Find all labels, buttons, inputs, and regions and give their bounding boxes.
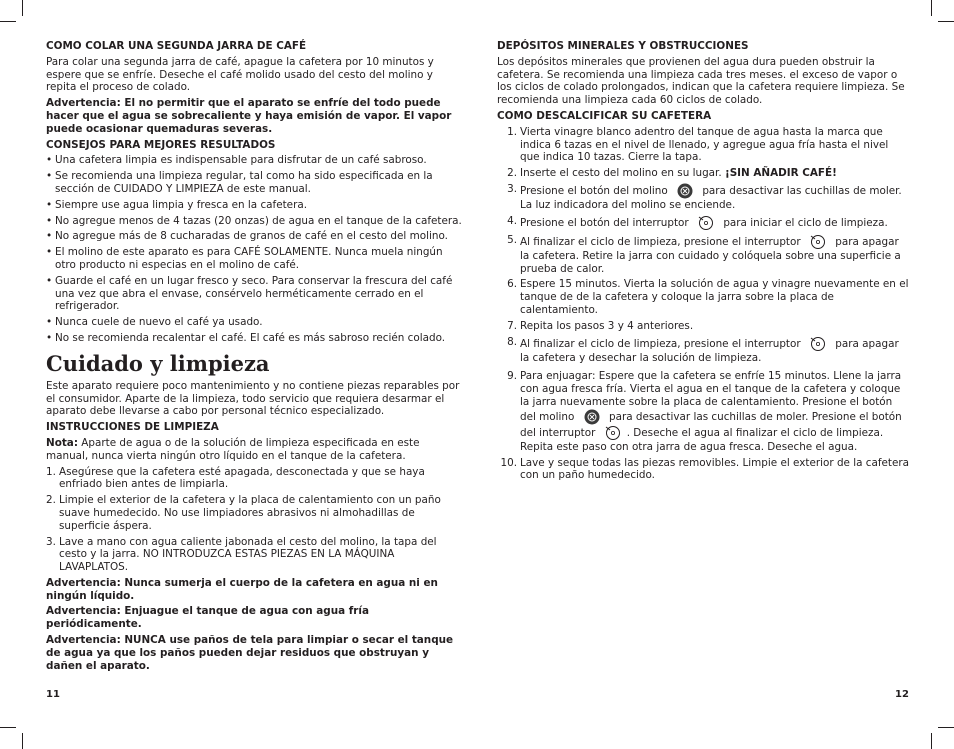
list-item: • No agregue menos de 4 tazas (20 onzas) de agua en el tanque de la cafetera.	[46, 214, 462, 227]
power-switch-icon	[807, 234, 829, 250]
list-item: 2. Limpie el exterior de la cafetera y la placa de calentamiento con un paño suave humedecido. No use limpiadores abrasivos ni almohadillas de superficie áspera.	[46, 494, 441, 532]
crop-mark-tl-h	[0, 21, 16, 22]
section-title: Cuidado y limpieza	[46, 350, 270, 376]
grinder-button-icon	[674, 183, 696, 199]
warning-cloth: Advertencia: NUNCA use paños de tela para limpiar o secar el tanque de agua ya que los paños pueden dejar residuos que obstruyan y dañen el aparato.	[46, 634, 454, 672]
crop-mark-tr-v	[931, 0, 932, 16]
crop-mark-tr-h	[938, 21, 954, 22]
list-item: 2. Inserte el cesto del molino en su lugar. ¡SIN AÑADIR CAFÉ!	[507, 167, 837, 180]
list-item: 7. Repita los pasos 3 y 4 anteriores.	[507, 319, 694, 332]
heading-descale: COMO DESCALCIFICAR SU CAFETERA	[497, 109, 712, 122]
list-item: 4. Presione el botón del interruptor para iniciar el ciclo de limpieza.	[507, 214, 888, 229]
left-page-column	[46, 40, 464, 675]
list-item: 6. Espere 15 minutos. Vierta la solución de agua y vinagre nuevamente en el tanque de de la cafetera y coloque la jarra sobre la placa de calentamiento.	[507, 278, 909, 316]
cleaning-steps	[46, 466, 464, 574]
list-item: 5. Al finalizar el ciclo de limpieza, presione el interruptor para apagar la cafetera. Retire la jarra con cuidado y colóquela sobre una superficie a prueba de calor.	[507, 233, 901, 275]
power-switch-icon	[807, 336, 829, 352]
list-item: • Se recomienda una limpieza regular, tal como ha sido especificada en la sección de CUIDADO Y LIMPIEZA de este manual.	[46, 170, 433, 195]
paragraph-mineral-deposits: Los depósitos minerales que provienen del agua dura pueden obstruir la cafetera. Se recomienda una limpieza cada tres meses. el exceso de vapor o los ciclos de colado prolongados, indican que la cafetera requiere limpieza. Se recomienda una limpieza cada 60 ciclos de colado.	[497, 55, 905, 107]
heading-tips: CONSEJOS PARA MEJORES RESULTADOS	[46, 138, 276, 151]
list-item: 3. Presione el botón del molino para desactivar las cuchillas de moler. La luz indicadora del molino se enciende.	[507, 182, 902, 211]
warning-submerge: Advertencia: Nunca sumerja el cuerpo de la cafetera en agua ni en ningún líquido.	[46, 576, 438, 602]
crop-mark-bl-h	[0, 727, 16, 728]
heading-second-pot: COMO COLAR UNA SEGUNDA JARRA DE CAFÉ	[46, 40, 307, 52]
tips-list	[46, 154, 464, 344]
crop-mark-br-v	[931, 733, 932, 749]
power-switch-icon	[602, 425, 624, 441]
list-item: • No se recomienda recalentar el café. El café es más sabroso recién colado.	[46, 331, 446, 344]
page-number-left: 11	[46, 689, 60, 700]
list-item: 9. Para enjuagar: Espere que la cafetera se enfríe 15 minutos. Llene la jarra con agua fresca fría. Vierta el agua en el tanque de la cafetera y coloque la jarra nuevamente sobre la placa de calentamiento. Presione el botón del molino para desactivar las cuchillas de moler. Presione el botón del interruptor . Deseche el agua al finalizar el ciclo de limpieza. Repita este paso con otra jarra de agua fresca. Deseche el agua.	[507, 370, 902, 453]
list-item: 3. Lave a mano con agua caliente jabonada el cesto del molino, la tapa del cesto y la jarra. NO INTRODUZCA ESTAS PIEZAS EN LA MÁQUINA LAVAPLATOS.	[46, 535, 437, 574]
list-item: • Nunca cuele de nuevo el café ya usado.	[46, 316, 263, 329]
note-paragraph	[46, 437, 464, 463]
warning-cooldown: Advertencia: El no permitir que el aparato se enfríe del todo puede hacer que el agua se sobrecaliente y haya emisión de vapor. El vapor puede ocasionar quemaduras severas.	[46, 97, 452, 135]
list-item: • El molino de este aparato es para CAFÉ SOLAMENTE. Nunca muela ningún otro producto ni especias en el molino de café.	[46, 246, 443, 271]
list-item: 8. Al finalizar el ciclo de limpieza, presione el interruptor para apagar la cafetera y desechar la solución de limpieza.	[507, 335, 899, 364]
warning-rinse: Advertencia: Enjuague el tanque de agua con agua fría periódicamente.	[46, 605, 369, 631]
note-label: Nota:	[46, 436, 78, 449]
list-item: • No agregue más de 8 cucharadas de granos de café en el cesto del molino.	[46, 230, 448, 243]
grinder-button-icon	[581, 409, 603, 425]
crop-mark-br-h	[938, 727, 954, 728]
crop-mark-bl-v	[22, 733, 23, 749]
list-item: 10. Lave y seque todas las piezas removibles. Limpie el exterior de la cafetera con un paño humedecido.	[500, 456, 910, 482]
power-switch-icon	[695, 215, 717, 231]
paragraph-second-pot: Para colar una segunda jarra de café, apague la cafetera por 10 minutos y espere que se enfríe. Deseche el café molido usado del cesto del molino y repita el proceso de colado.	[46, 55, 434, 94]
heading-mineral-deposits: DEPÓSITOS MINERALES Y OBSTRUCCIONES	[497, 40, 749, 52]
page-number-right: 12	[895, 689, 909, 700]
list-item: 1. Vierta vinagre blanco adentro del tanque de agua hasta la marca que indica 6 tazas en el nivel de llenado, y agregue agua fría hasta el nivel que indica 10 tazas. Cierre la tapa.	[507, 125, 889, 164]
paragraph-maintenance: Este aparato requiere poco mantenimiento y no contiene piezas reparables por el consumidor. Aparte de la limpieza, todo servicio que requiera desarmar el aparato debe llevarse a cabo por personal técnico especializado.	[46, 379, 460, 418]
list-item: 1. Asegúrese que la cafetera esté apagada, desconectada y que se haya enfriado bien antes de limpiarla.	[46, 465, 425, 491]
list-item: • Una cafetera limpia es indispensable para disfrutar de un café sabroso.	[46, 154, 427, 167]
list-item: • Siempre use agua limpia y fresca en la cafetera.	[46, 198, 308, 211]
list-item: • Guarde el café en un lugar fresco y seco. Para conservar la frescura del café una vez que abra el envase, consérvelo herméticamente cerrado en el refrigerador.	[46, 274, 453, 313]
heading-cleaning-instructions: INSTRUCCIONES DE LIMPIEZA	[46, 421, 219, 434]
note-text: Aparte de agua o de la solución de limpieza especificada en este manual, nunca vierta ningún otro líquido en el tanque de la cafetera.	[46, 436, 420, 462]
right-page-column	[497, 40, 911, 485]
crop-mark-tl-v	[22, 0, 23, 16]
